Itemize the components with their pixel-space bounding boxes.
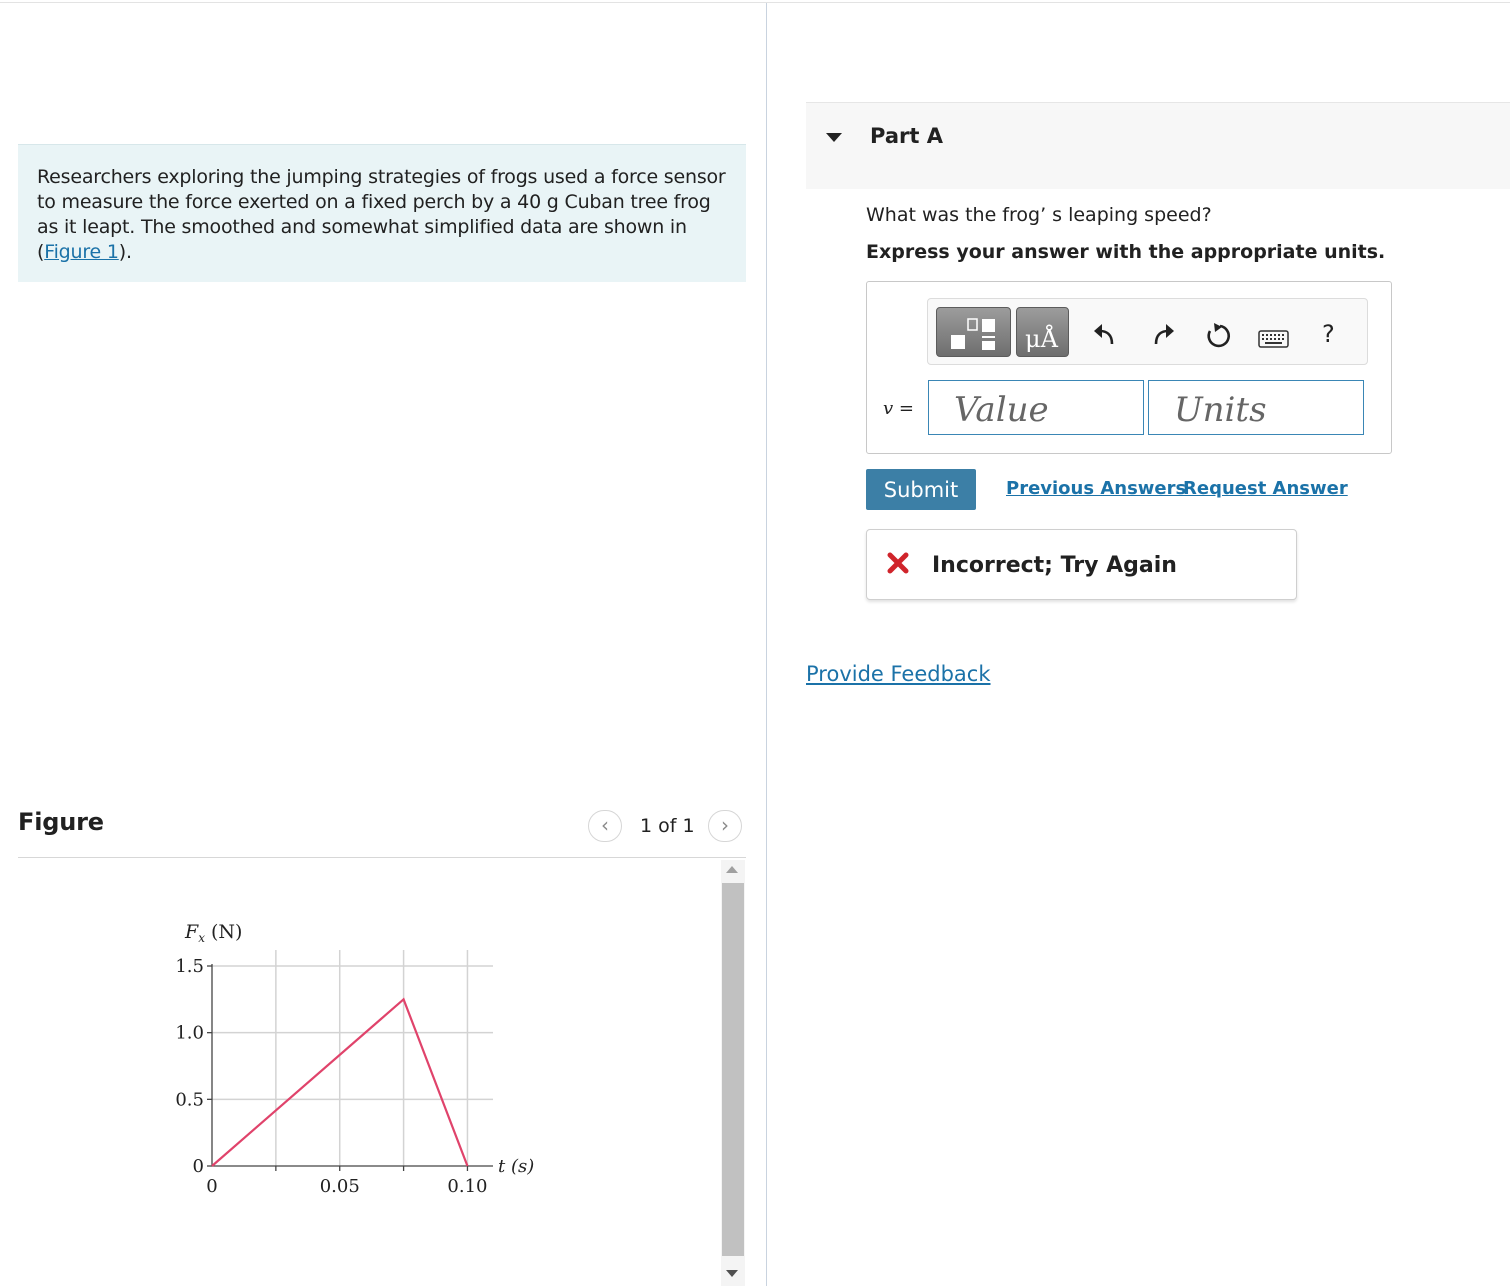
figure-counter: 1 of 1 (640, 815, 695, 837)
figure-title: Figure (18, 808, 104, 836)
feedback-status-text: Incorrect; Try Again (932, 553, 1177, 578)
question-text: What was the frog’ s leaping speed? (866, 204, 1212, 226)
value-input[interactable] (928, 380, 1144, 435)
problem-statement (18, 144, 746, 282)
keyboard-button[interactable] (1258, 328, 1290, 354)
chart-grid (212, 950, 493, 1166)
figure-prev-button[interactable] (588, 810, 622, 842)
units-button[interactable] (1016, 307, 1069, 357)
scroll-down-arrow-icon[interactable] (726, 1270, 738, 1277)
instruction-text: Express your answer with the appropriate units. (866, 241, 1386, 263)
help-button[interactable]: ? (1322, 320, 1335, 348)
undo-button[interactable] (1092, 322, 1118, 352)
undo-icon (1092, 322, 1118, 348)
templates-button[interactable] (936, 307, 1011, 357)
reset-icon (1204, 322, 1232, 350)
previous-answers-link[interactable]: Previous Answers (1006, 478, 1187, 499)
part-title: Part A (870, 124, 943, 148)
keyboard-icon (1258, 328, 1290, 350)
collapse-caret-icon[interactable] (826, 133, 842, 142)
x-tick-label: 0.10 (447, 1176, 488, 1197)
redo-icon (1150, 322, 1176, 348)
chart-ticks (175, 956, 487, 1197)
reset-button[interactable] (1204, 322, 1232, 354)
top-border (0, 2, 1510, 3)
templates-icon (937, 308, 1010, 356)
submit-button[interactable]: Submit (866, 469, 976, 510)
units-symbol: μÅ (1025, 325, 1058, 353)
force-time-chart (0, 858, 720, 1286)
request-answer-link[interactable]: Request Answer (1183, 478, 1348, 499)
y-axis-label: $F_x$ (N) (185, 921, 243, 945)
problem-text-end: ). (118, 241, 132, 263)
figure-link[interactable]: Figure 1 (44, 241, 119, 263)
figure-scrollbar-thumb[interactable] (722, 883, 744, 1256)
chevron-left-icon: ‹ (601, 813, 609, 837)
x-tick-label: 0.05 (319, 1176, 360, 1197)
chevron-right-icon: › (721, 813, 729, 837)
column-divider (766, 3, 767, 1286)
provide-feedback-link[interactable]: Provide Feedback (806, 662, 991, 686)
chart-axes (212, 964, 493, 1166)
y-tick-label: 1.0 (175, 1022, 204, 1044)
x-tick-label: 0 (206, 1176, 218, 1197)
scroll-up-arrow-icon[interactable] (726, 866, 738, 873)
redo-button[interactable] (1150, 322, 1176, 352)
y-tick-label: 1.5 (175, 956, 204, 977)
problem-text: Researchers exploring the jumping strategies of frogs used a force sensor to measure the force exerted on a fixed perch by a 40 g Cuban tree frog as it leapt. The smoothed and somewhat simplified data are shown in ( (37, 166, 726, 263)
y-tick-label: 0.5 (175, 1089, 204, 1111)
y-tick-label: 0 (192, 1156, 204, 1177)
incorrect-x-icon (886, 551, 910, 575)
figure-next-button[interactable] (708, 810, 742, 842)
units-input[interactable] (1148, 380, 1364, 435)
variable-label: v = (883, 398, 914, 419)
x-axis-label: t (s) (498, 1156, 535, 1177)
